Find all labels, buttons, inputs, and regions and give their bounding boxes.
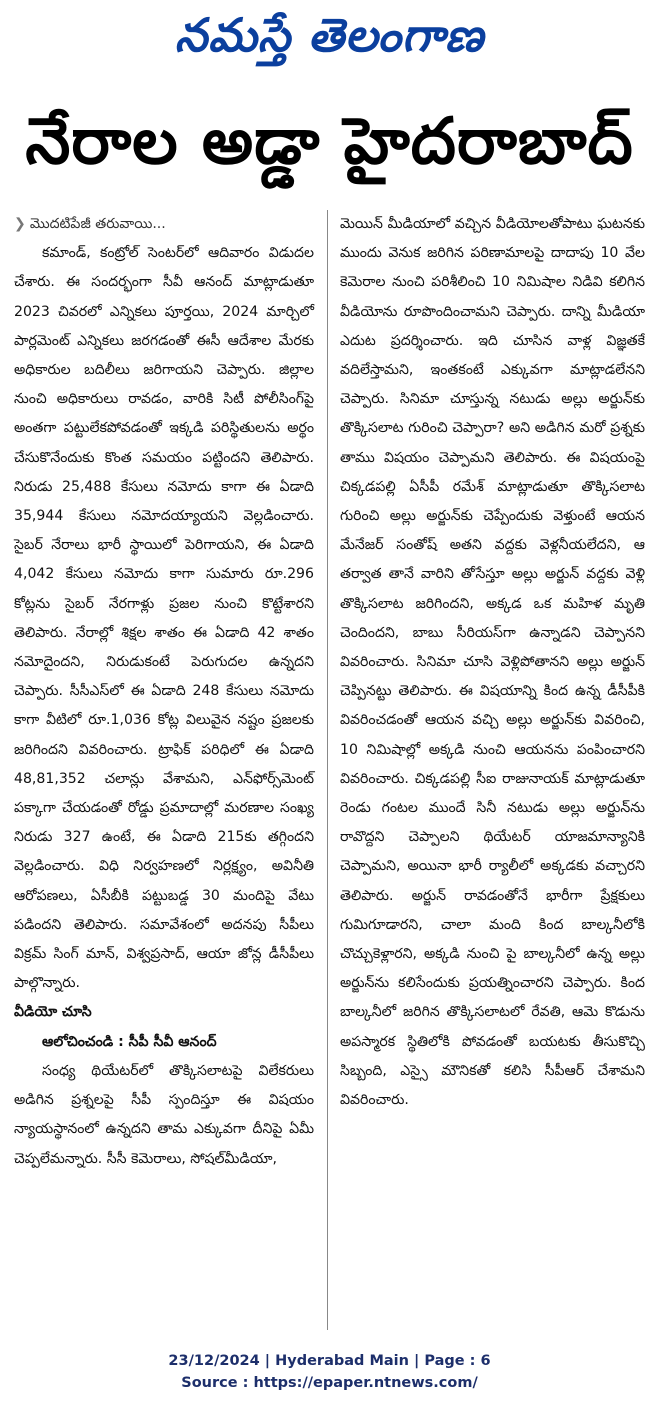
continued-text: మొదటిపేజీ తరువాయి...: [29, 216, 166, 232]
column-divider: [327, 210, 328, 1330]
masthead-logo: [0, 0, 659, 80]
left-paragraph-2: సంధ్య థియేటర్‌లో తొక్కిసలాటపై విలేకరులు అడిగిన ప్రశ్నలపై సీపీ స్పందిస్తూ ఈ విషయం న్యాయస్థానంలో ఉన్నదని తామ ఎక్కువగా దీనిపై ఏమీ చెప్పలేమన్నారు. సీసీ కెమెరాలు, సోషల్‌మీడియా,: [14, 1062, 314, 1167]
masthead-title: నమస్తే తెలంగాణ: [174, 8, 485, 62]
headline: [0, 92, 659, 192]
left-column: [14, 210, 314, 1332]
footer-date-edition: 23/12/2024 | Hyderabad Main | Page : 6: [168, 1353, 491, 1369]
left-paragraph-1: కమాండ్, కంట్రోల్ సెంటర్‌లో ఆదివారం విడుదల చేశారు. ఈ సందర్భంగా సీవీ ఆనంద్ మాట్లాడుతూ 2023 చివరలో ఎన్నికలు పూర్తయి, 2024 మార్చిలో పార్లమెంట్ ఎన్నికలు జరగడంతో ఈసీ ఆదేశాల మేరకు అధికారుల బదిలీలు జరిగాయని చెప్పారు. జిల్లాల నుంచి అధికారులు రావడం, వారికి సిటీ పోలీసింగ్‌పై అంతగా పట్టులేకపోవడంతో ఇక్కడి పరిస్థితులను అర్థం చేసుకొనేందుకు కొంత సమయం పట్టిందని తెలిపారు. నిరుడు 25,488 కేసులు నమోదు కాగా ఈ ఏడాది 35,944 కేసులు నమోదయ్యాయని వెల్లడించారు. సైబర్ నేరాలు భారీ స్థాయిలో పెరిగాయని, ఈ ఏడాది 4,042 కేసులు నమోదు కాగా సుమారు రూ.296 కోట్లను సైబర్ నేరగాళ్లు ప్రజల నుంచి కొట్టేశారని తెలిపారు. నేరాల్లో శిక్షల శాతం ఈ ఏడాది 42 శాతం నమోదైందని, నిరుడుకంటే పెరుగుదల ఉన్నదని చెప్పారు. సీసీఎస్‌లో ఈ ఏడాది 248 కేసులు నమోదు కాగా వీటిలో రూ.1,036 కోట్ల విలువైన నష్టం ప్రజలకు జరిగిందని వివరించారు. ట్రాఫిక్ పరిధిలో ఈ ఏడాది 48,81,352 చలాన్లు వేశామని, ఎన్‌ఫోర్స్‌మెంట్ పక్కాగా చేయడంతో రోడ్డు ప్రమాదాల్లో మరణాల సంఖ్య నిరుడు 327 ఉంటే, ఈ ఏడాది 215కు తగ్గిందని వెల్లడించారు. విధి నిర్వహణలో నిర్లక్ష్యం, అవినీతి ఆరోపణలు, ఏసీబీకి పట్టుబడ్డ 30 మందిపై వేటు పడిందని తెలిపారు. సమావేశంలో అదనపు సీపీలు విక్రమ్ సింగ్ మాన్, విశ్వప్రసాద్, ఆయా జోన్ల డీసీపీలు పాల్గొన్నారు.: [14, 245, 314, 992]
footer: [0, 1350, 659, 1394]
sub-heading-1: వీడియో చూసి: [14, 1004, 92, 1021]
headline-text: నేరాల అడ్డా హైదరాబాద్: [25, 105, 634, 179]
chevron-right-icon: ❯: [14, 216, 26, 232]
footer-source: Source : https://epaper.ntnews.com/: [181, 1375, 478, 1391]
continued-note: [14, 210, 314, 239]
right-paragraph: మెయిన్ మీడియాలో వచ్చిన వీడియోలతోపాటు ఘటనకు ముందు వెనుక జరిగిన పరిణామాలపై దాదాపు 10 వేల కెమెరాల నుంచి పరిశీలించి 10 నిమిషాల నిడివి కలిగిన వీడియోను రూపొందించామని చెప్పారు. దాన్ని మీడియా ఎదుట ప్రదర్శించారు. ఇది చూసిన వాళ్ల విజ్ఞతకే వదిలేస్తామని, ఇంతకంటే ఎక్కువగా మాట్లాడలేనని చెప్పారు. సినిమా చూస్తున్న నటుడు అల్లు అర్జున్‌కు తొక్కిసలాట గురించి చెప్పారా? అని అడిగిన మరో ప్రశ్నకు తాము విషయం చెప్పామని తెలిపారు. ఈ విషయంపై చిక్కడపల్లి ఏసీపీ రమేశ్ మాట్లాడుతూ తొక్కిసలాట గురించి అల్లు అర్జున్‌కు చెప్పేందుకు వెళ్తుంటే ఆయన మేనేజర్ సంతోష్ అతని వద్దకు వెళ్లనీయలేదని, ఆ తర్వాత తానే వారిని తోసేస్తూ అల్లు అర్జున్ వద్దకు వెళ్లి తొక్కిసలాట జరిగిందని, అక్కడ ఒక మహిళ మృతి చెందిందని, బాబు సీరియస్‌గా ఉన్నాడని చెప్పానని వివరించారు. సినిమా చూసి వెళ్లిపోతానని అల్లు అర్జున్ చెప్పినట్టు తెలిపారు. ఈ విషయాన్ని కింద ఉన్న డీసీపీకి వివరించడంతో ఆయన వచ్చి అల్లు అర్జున్‌కు వివరించి, 10 నిమిషాల్లో అక్కడి నుంచి ఆయనను పంపించారని వివరించారు. చిక్కడపల్లి సీఐ రాజునాయక్ మాట్లాడుతూ రెండు గంటల ముందే సినీ నటుడు అల్లు అర్జున్‌ను రావొద్దని చెప్పాలని థియేటర్ యాజమాన్యానికి చెప్పామని, అయినా భారీ ర్యాలీలో అక్కడకు వచ్చారని తెలిపారు. అర్జున్ రావడంతోనే భారీగా ప్రేక్షకులు గుమిగూడారని, చాలా మంది కింద బాల్కనీలోకి చొచ్చుకెళ్లారని, అక్కడి నుంచి పై బాల్కనీలో ఉన్న అల్లు అర్జున్‌ను కలిసేందుకు ప్రయత్నించారని చెప్పారు. కింద బాల్కనీలో జరిగిన తొక్కిసలాటలో రేవతి, ఆమె కొడును అపస్మారక స్థితిలోకి పోవడంతో బయటకు తీసుకొచ్చి సిబ్బంది, ఎస్సై మౌనికతో కలిసి సీపీఆర్ చేశామని వివరించారు.: [340, 216, 645, 1109]
right-column: [340, 210, 645, 1332]
sub-heading-2: ఆలోచించండి : సీపీ సీవీ ఆనంద్: [42, 1033, 217, 1050]
